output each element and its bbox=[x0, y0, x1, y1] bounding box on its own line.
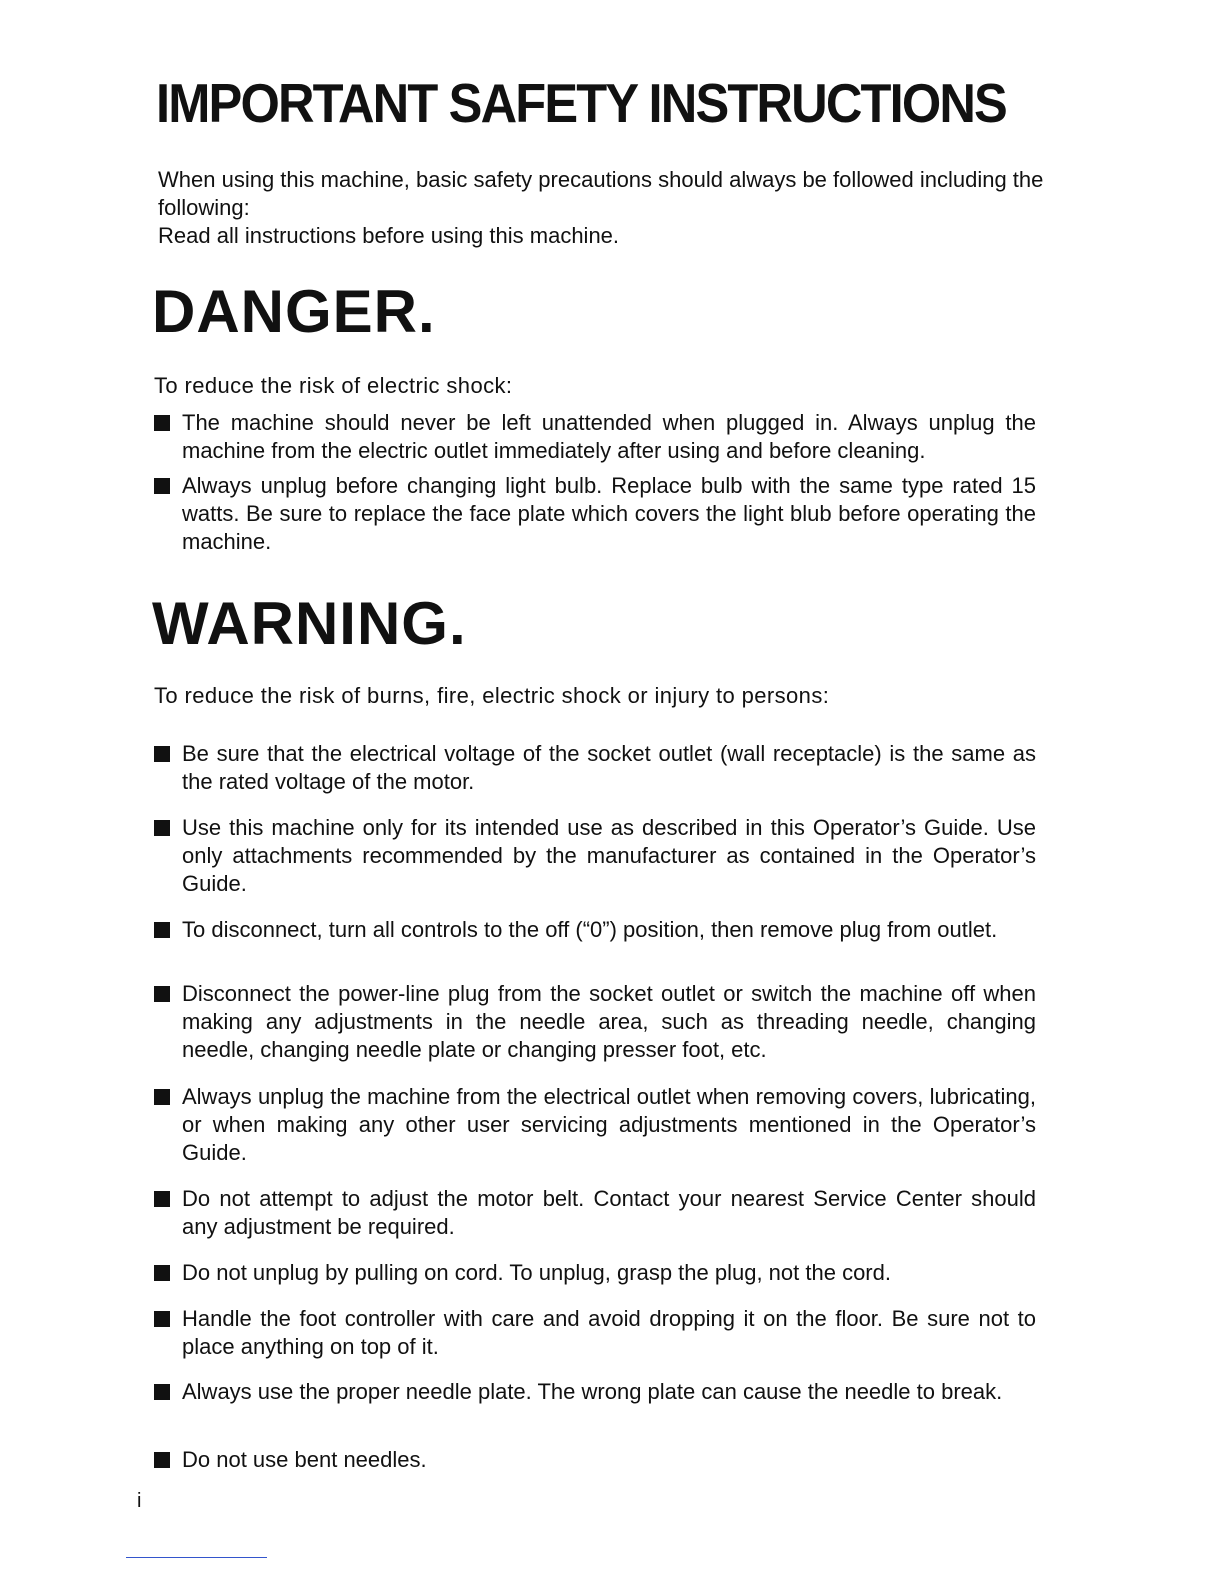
square-bullet-icon bbox=[154, 1452, 170, 1468]
square-bullet-icon bbox=[154, 415, 170, 431]
warning-item bbox=[154, 1083, 1036, 1167]
warning-item bbox=[154, 1305, 1036, 1361]
warning-item bbox=[154, 1185, 1036, 1241]
warning-item bbox=[154, 980, 1036, 1064]
warning-item-text: Handle the foot controller with care and avoid dropping it on the floor. Be sure not to place anything on top of it. bbox=[182, 1306, 1036, 1359]
warning-item bbox=[154, 1259, 1036, 1287]
warning-item-text: Do not unplug by pulling on cord. To unplug, grasp the plug, not the cord. bbox=[182, 1260, 891, 1285]
warning-heading: WARNING. bbox=[152, 590, 467, 657]
warning-item-text: Be sure that the electrical voltage of the socket outlet (wall receptacle) is the same as the rated voltage of the motor. bbox=[182, 741, 1036, 794]
warning-item-text: Always unplug the machine from the electrical outlet when removing covers, lubricating, or when making any other user servicing adjustments mentioned in the Operator’s Guide. bbox=[182, 1084, 1036, 1165]
page-number: i bbox=[137, 1490, 142, 1512]
warning-lead: To reduce the risk of burns, fire, electric shock or injury to persons: bbox=[154, 683, 830, 708]
square-bullet-icon bbox=[154, 1384, 170, 1400]
warning-item bbox=[154, 1446, 1036, 1474]
warning-item-text: Use this machine only for its intended use as described in this Operator’s Guide. Use only attachments recommended by the manufacturer as contained in the Operator’s Guide. bbox=[182, 815, 1036, 896]
warning-item-text: Do not use bent needles. bbox=[182, 1447, 427, 1472]
warning-item bbox=[154, 916, 1036, 944]
warning-item-text: To disconnect, turn all controls to the off (“0”) position, then remove plug from outlet. bbox=[182, 917, 998, 942]
square-bullet-icon bbox=[154, 1311, 170, 1327]
square-bullet-icon bbox=[154, 986, 170, 1002]
square-bullet-icon bbox=[154, 746, 170, 762]
footer-divider bbox=[126, 1557, 267, 1558]
danger-item-text: Always unplug before changing light bulb. Replace bulb with the same type rated 15 watts. Be sure to replace the face plate which covers the light blub before operating the machine. bbox=[182, 473, 1036, 554]
warning-item bbox=[154, 814, 1036, 898]
intro-line: Read all instructions before using this machine. bbox=[158, 223, 620, 248]
square-bullet-icon bbox=[154, 1265, 170, 1281]
danger-heading: DANGER. bbox=[152, 278, 436, 345]
square-bullet-icon bbox=[154, 820, 170, 836]
square-bullet-icon bbox=[154, 1191, 170, 1207]
danger-item bbox=[154, 472, 1036, 556]
square-bullet-icon bbox=[154, 478, 170, 494]
warning-item-text: Always use the proper needle plate. The wrong plate can cause the needle to break. bbox=[182, 1379, 1003, 1404]
warning-item-text: Disconnect the power-line plug from the socket outlet or switch the machine off when making any adjustments in the needle area, such as threading needle, changing needle, changing needle plate or changing presser foot, etc. bbox=[182, 981, 1036, 1062]
warning-item bbox=[154, 1378, 1036, 1406]
danger-item bbox=[154, 409, 1036, 465]
page-title: IMPORTANT SAFETY INSTRUCTIONS bbox=[156, 72, 1006, 134]
warning-item-text: Do not attempt to adjust the motor belt. Contact your nearest Service Center should any adjustment be required. bbox=[182, 1186, 1036, 1239]
danger-item-text: The machine should never be left unattended when plugged in. Always unplug the machine from the electric outlet immediately after using and before cleaning. bbox=[182, 410, 1036, 463]
intro-text bbox=[158, 166, 1048, 250]
danger-lead: To reduce the risk of electric shock: bbox=[154, 373, 513, 398]
warning-item bbox=[154, 740, 1036, 796]
square-bullet-icon bbox=[154, 1089, 170, 1105]
square-bullet-icon bbox=[154, 922, 170, 938]
intro-line: When using this machine, basic safety precautions should always be followed including the following: bbox=[158, 167, 1044, 220]
